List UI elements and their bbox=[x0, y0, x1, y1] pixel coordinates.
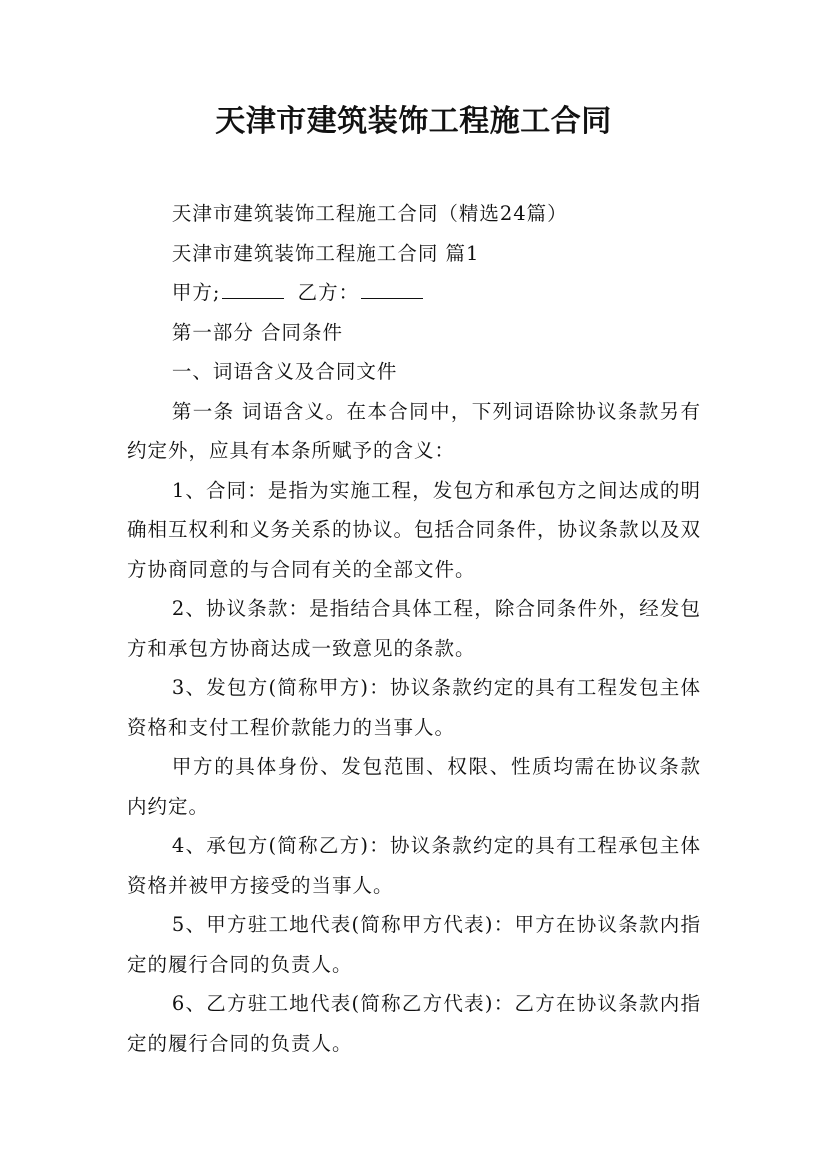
party-b-blank bbox=[361, 280, 423, 299]
item-6-paragraph: 6、乙方驻工地代表(简称乙方代表)：乙方在协议条款内指定的履行合同的负责人。 bbox=[127, 992, 701, 1055]
party-a-label: 甲方; bbox=[171, 281, 221, 304]
part-heading-paragraph: 天津市建筑装饰工程施工合同 篇1 bbox=[171, 241, 480, 265]
parties-line bbox=[127, 273, 701, 313]
document-body bbox=[127, 194, 701, 1063]
part-one-heading: 第一部分 合同条件 bbox=[171, 320, 344, 344]
item-1-paragraph: 1、合同：是指为实施工程，发包方和承包方之间达成的明确相互权利和义务关系的协议。包括合同条件，协议条款以及双方协商同意的与合同有关的全部文件。 bbox=[127, 478, 702, 581]
article-one-paragraph: 第一条 词语含义。在本合同中，下列词语除协议条款另有约定外，应具有本条所赋予的含义： bbox=[127, 399, 701, 462]
item-3-paragraph: 3、发包方(简称甲方)：协议条款约定的具有工程发包主体资格和支付工程价款能力的当事人。 bbox=[127, 676, 701, 739]
item-3-note-paragraph: 甲方的具体身份、发包范围、权限、性质均需在协议条款内约定。 bbox=[127, 755, 701, 818]
item-5-paragraph: 5、甲方驻工地代表(简称甲方代表)：甲方在协议条款内指定的履行合同的负责人。 bbox=[127, 913, 701, 976]
party-a-blank bbox=[222, 280, 284, 299]
subtitle-paragraph: 天津市建筑装饰工程施工合同（精选24篇） bbox=[171, 202, 568, 225]
document-title: 天津市建筑装饰工程施工合同 bbox=[215, 104, 612, 139]
item-4-paragraph: 4、承包方(简称乙方)：协议条款约定的具有工程承包主体资格并被甲方接受的当事人。 bbox=[127, 834, 701, 897]
section-one-heading: 一、词语含义及合同文件 bbox=[171, 360, 398, 383]
party-b-label: 乙方： bbox=[297, 281, 360, 304]
item-2-paragraph: 2、协议条款：是指结合具体工程，除合同条件外，经发包方和承包方协商达成一致意见的条款。 bbox=[127, 597, 701, 660]
